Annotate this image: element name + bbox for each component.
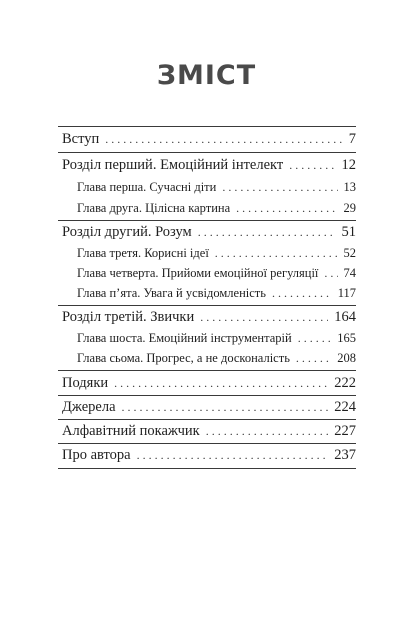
entry-page: 165 — [337, 331, 356, 345]
entry-label: Глава шоста. Емоційний інструментарій — [77, 331, 292, 345]
divider — [58, 395, 356, 396]
dot-leader — [272, 286, 332, 301]
divider — [58, 220, 356, 221]
dot-leader — [296, 351, 331, 366]
toc-entry-acknowledgements[interactable] — [62, 375, 356, 392]
entry-label: Глава п’ята. Увага й усвідомленість — [77, 286, 266, 300]
entry-page: 13 — [343, 180, 356, 194]
entry-label: Глава друга. Цілісна картина — [77, 201, 231, 215]
divider — [58, 443, 356, 444]
divider — [58, 419, 356, 420]
entry-page: 227 — [334, 423, 356, 439]
toc-entry-chapter-4[interactable] — [77, 266, 356, 281]
entry-page: 29 — [343, 201, 356, 215]
dot-leader — [105, 132, 342, 147]
toc-entry-chapter-5[interactable] — [77, 286, 356, 301]
dot-leader — [122, 400, 329, 415]
divider — [58, 305, 356, 306]
toc-entry-part-3[interactable] — [62, 309, 356, 326]
entry-label: Розділ другий. Розум — [62, 224, 192, 240]
entry-page: 51 — [341, 224, 356, 240]
dot-leader — [200, 310, 328, 325]
entry-label: Джерела — [62, 399, 116, 415]
entry-label: Алфавітний покажчик — [62, 423, 200, 439]
entry-page: 74 — [343, 266, 356, 280]
entry-label: Глава перша. Сучасні діти — [77, 180, 217, 194]
dot-leader — [206, 424, 329, 439]
dot-leader — [289, 158, 335, 173]
toc-entry-index[interactable] — [62, 423, 356, 440]
entry-page: 222 — [334, 375, 356, 391]
dot-leader — [215, 246, 338, 261]
divider — [58, 370, 356, 371]
dot-leader — [236, 201, 337, 216]
toc-entry-chapter-3[interactable] — [77, 246, 356, 261]
toc-entry-chapter-2[interactable] — [77, 201, 356, 216]
entry-label: Подяки — [62, 375, 109, 391]
entry-label: Глава четверта. Прийоми емоційної регуляції — [77, 266, 319, 280]
toc-entry-sources[interactable] — [62, 399, 356, 416]
toc-entry-chapter-1[interactable] — [77, 180, 356, 195]
divider — [58, 152, 356, 153]
dot-leader — [298, 331, 332, 346]
entry-page: 224 — [334, 399, 356, 415]
dot-leader — [222, 180, 337, 195]
entry-label: Глава третя. Корисні ідеї — [77, 246, 209, 260]
entry-page: 52 — [343, 246, 356, 260]
toc-entry-chapter-7[interactable] — [77, 351, 356, 366]
toc-entry-chapter-6[interactable] — [77, 331, 356, 346]
divider — [58, 468, 356, 469]
entry-label: Вступ — [62, 131, 100, 147]
entry-page: 117 — [337, 286, 356, 300]
toc-entry-intro[interactable] — [62, 131, 356, 148]
entry-page: 208 — [337, 351, 356, 365]
entry-label: Розділ перший. Емоційний інтелект — [62, 157, 284, 173]
toc-entry-part-2[interactable] — [62, 224, 356, 241]
toc-entry-part-1[interactable] — [62, 157, 356, 174]
dot-leader — [137, 448, 329, 463]
dot-leader — [324, 266, 337, 281]
divider — [58, 126, 356, 127]
entry-page: 7 — [348, 131, 356, 147]
entry-label: Розділ третій. Звички — [62, 309, 195, 325]
toc-entry-about-author[interactable] — [62, 447, 356, 464]
entry-page: 12 — [341, 157, 356, 173]
page-title: ЗМІСТ — [156, 60, 257, 91]
entry-label: Глава сьома. Прогрес, а не досконалість — [77, 351, 290, 365]
entry-label: Про автора — [62, 447, 131, 463]
entry-page: 164 — [334, 309, 356, 325]
dot-leader — [114, 376, 328, 391]
dot-leader — [198, 225, 336, 240]
entry-page: 237 — [334, 447, 356, 463]
